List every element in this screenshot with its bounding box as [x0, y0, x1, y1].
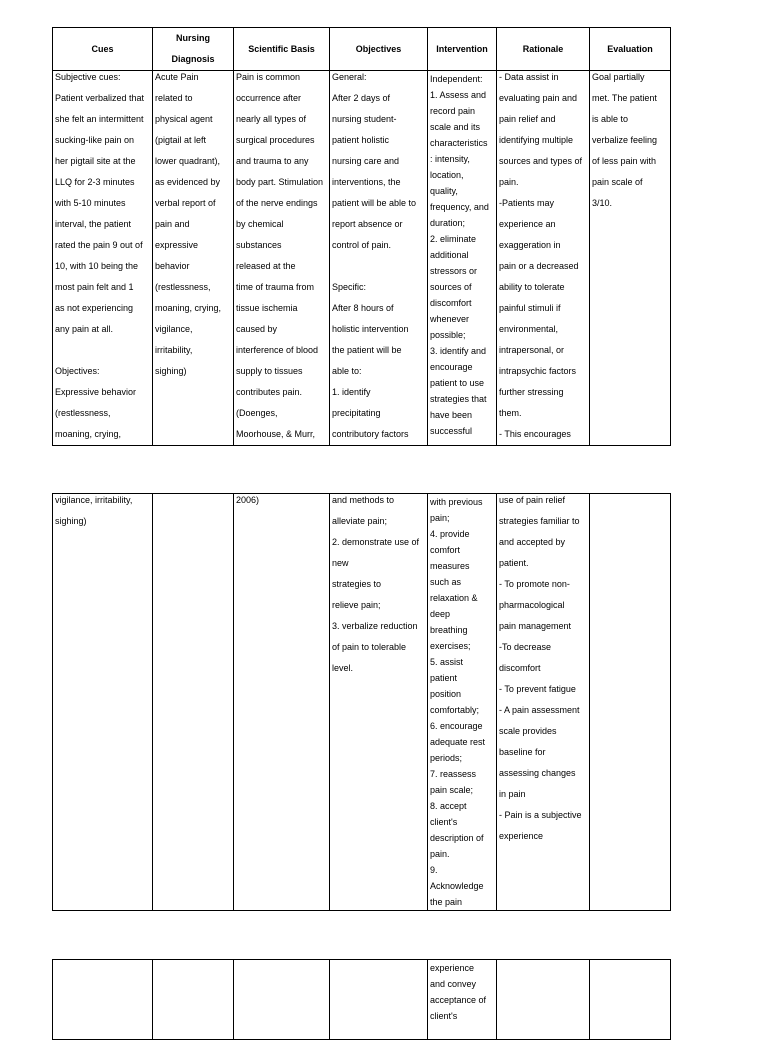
cues-cell: vigilance, irritability, sighing): [53, 494, 153, 911]
scientific-basis-cell: Pain is common occurrence after nearly all types of surgical procedures and trauma to any body part. Stimulation of the nerve endings by chemical substances released at the time of trauma from tissue ischemia caused by interference of blood supply to tissues contributes pain. (Doenges, Moorhouse, & Murr,: [234, 71, 330, 446]
table-row: [53, 71, 671, 446]
cues-cell: Subjective cues: Patient verbalized that she felt an intermittent sucking-like pain on her pigtail site at the LLQ for 2-3 minutes with 5-10 minutes interval, the patient rated the pain 9 out of 10, with 10 being the most pain felt and 1 as not experiencing any pain at all. Objectives: Expressive behavior (restlessness, moaning, crying,: [53, 71, 153, 446]
cues-cell: [53, 960, 153, 1040]
intervention-cell: Independent: 1. Assess and record pain scale and its characteristics : intensity, location, quality, frequency, and duration; 2. eliminate additional stressors or sources of discomfort whenever possible; 3. identify and encourage patient to use strategies that have been successful: [428, 71, 497, 446]
objectives-cell: and methods to alleviate pain; 2. demonstrate use of new strategies to relieve pain; 3. verbalize reduction of pain to tolerable level.: [330, 494, 428, 911]
objectives-cell: [330, 960, 428, 1040]
care-plan-table-page-1: [52, 27, 671, 446]
care-plan-table-page-3: [52, 959, 671, 1040]
rationale-cell: use of pain relief strategies familiar to and accepted by patient. - To promote non- pharmacological pain management -To decrease discomfort - To prevent fatigue - A pain assessment scale provides baseline for assessing changes in pain - Pain is a subjective experience: [497, 494, 590, 911]
scientific-basis-cell: [234, 960, 330, 1040]
table-row: [53, 494, 671, 911]
rationale-cell: [497, 960, 590, 1040]
header-rationale: Rationale: [497, 28, 590, 71]
scientific-basis-cell: 2006): [234, 494, 330, 911]
nursing-diagnosis-cell: Acute Pain related to physical agent (pigtail at left lower quadrant), as evidenced by verbal report of pain and expressive behavior (restlessness, moaning, crying, vigilance, irritability, sighing): [153, 71, 234, 446]
table-row: [53, 960, 671, 1040]
evaluation-cell: [590, 494, 671, 911]
header-cues: Cues: [53, 28, 153, 71]
nursing-diagnosis-cell: [153, 960, 234, 1040]
evaluation-cell: [590, 960, 671, 1040]
header-objectives: Objectives: [330, 28, 428, 71]
intervention-cell: with previous pain; 4. provide comfort measures such as relaxation & deep breathing exercises; 5. assist patient position comfortably; 6. encourage adequate rest periods; 7. reassess pain scale; 8. accept client's description of pain. 9. Acknowledge the pain: [428, 494, 497, 911]
header-scientific-basis: Scientific Basis: [234, 28, 330, 71]
header-row: [53, 28, 671, 71]
header-intervention: Intervention: [428, 28, 497, 71]
nursing-diagnosis-cell: [153, 494, 234, 911]
care-plan-table-page-2: [52, 493, 671, 911]
objectives-cell: General: After 2 days of nursing student- patient holistic nursing care and interventions, the patient will be able to report absence or control of pain. Specific: After 8 hours of holistic intervention the patient will be able to: 1. identify precipitating contributory factors: [330, 71, 428, 446]
evaluation-cell: Goal partially met. The patient is able to verbalize feeling of less pain with pain scale of 3/10.: [590, 71, 671, 446]
header-nursing-diagnosis: Nursing Diagnosis: [153, 28, 234, 71]
header-evaluation: Evaluation: [590, 28, 671, 71]
rationale-cell: - Data assist in evaluating pain and pain relief and identifying multiple sources and types of pain. -Patients may experience an exaggeration in pain or a decreased ability to tolerate painful stimuli if environmental, intrapersonal, or intrapsychic factors further stressing them. - This encourages: [497, 71, 590, 446]
intervention-cell: experience and convey acceptance of client's: [428, 960, 497, 1040]
